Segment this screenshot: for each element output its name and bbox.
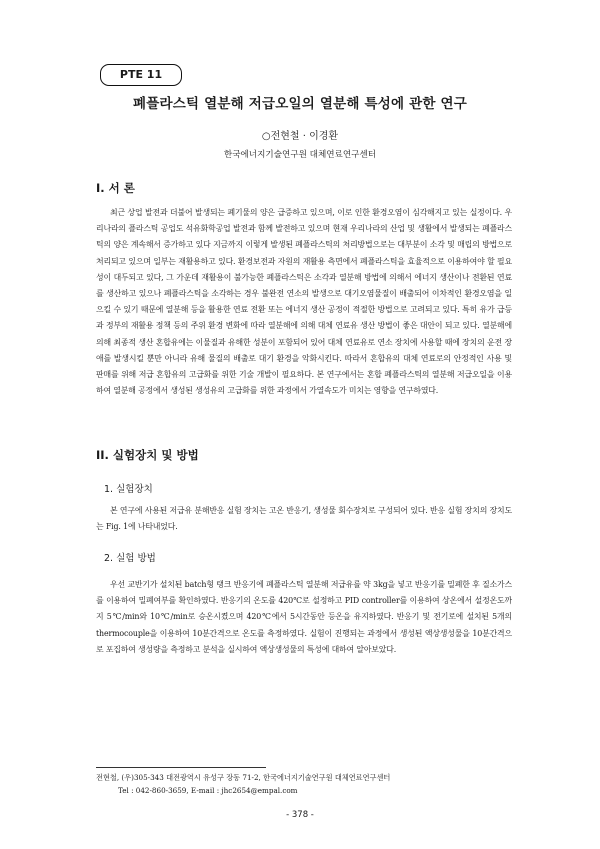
footnote-divider xyxy=(96,767,266,768)
paper-authors: ○전현철 · 이경환 xyxy=(261,131,339,142)
section-heading-introduction: I. 서 론 xyxy=(96,181,135,195)
procedure-paragraph: 우선 교반기가 설치된 batch형 탱크 반응기에 폐플라스틱 열분해 저급유를 약 3kg을 넣고 반응기를 밀폐한 후 질소가스를 이용하여 밀폐여부를 확인하였다. 반응기의 온도를 420℃로 설정하고 PID controller를 이용하여 상온에서 설정온도까지 5℃/min와 10℃/min로 승온시켰으며 420℃에서 5시간동안 등온을 유지하였다. 반응기 및 전기로에 설치된 5개의 thermocouple을 이용하여 10분간격으로 온도를 측정하였다. 실험이 진행되는 과정에서 생성된 액상생성물을 10분간격으로 포집하여 생성량을 측정하고 분석을 실시하여 액상생성물의 특성에 대하여 알아보았다. xyxy=(96,580,512,654)
footnote-address: 전현철, (우)305-343 대전광역시 유성구 장동 71-2, 한국에너지기술연구원 대체연료연구센터 xyxy=(96,773,391,782)
footnote-contact: Tel : 042-860-3659, E-mail : jhc2654@empal.com xyxy=(118,785,298,795)
paper-id-tag: PTE 11 xyxy=(100,64,182,86)
paper-affiliation: 한국에너지기술연구원 대체연료연구센터 xyxy=(223,150,377,160)
subsection-heading-apparatus: 1. 실험장치 xyxy=(104,484,153,495)
introduction-paragraph: 최근 상업 발전과 더불어 발생되는 폐기물의 양은 급증하고 있으며, 이로 인한 환경오염이 심각해지고 있는 실정이다. 우리나라의 플라스틱 공업도 석유화학공업 발전과 함께 발전하고 있으며 현재 우리나라의 산업 및 생활에서 발생되는 폐플라스틱의 양은 계속해서 증가하고 있다 지금까지 이렇게 발생된 폐플라스틱의 처리방법으로는 대부분이 소각 및 매립의 방법으로 처리되고 있으며 일부는 재활용하고 있다. 환경보전과 자원의 재활용 측면에서 폐플라스틱을 효율적으로 이용하여야 할 필요성이 대두되고 있다, 그 가운데 재활용이 불가능한 폐플라스틱은 소각과 열분해 방법에 의해서 에너지 생산이나 전환된 연료를 생산하고 있으나 폐플라스틱을 소각하는 경우 불완전 연소의 발생으로 대기오염물질이 배출되어 이차적인 환경오염을 일으킬 수 있기 때문에 열분해 등을 활용한 연료 전환 또는 에너지 생산 공정이 적절한 방법으로 고려되고 있다. 특히 유가 급등과 정부의 재활용 정책 등의 주위 환경 변화에 따라 열분해에 의해 대체 연료유 생산 방법이 좋은 대안이 되고 있다. 열분해에 의해 최종적 생산 혼합유에는 이물질과 유해한 성분이 포함되어 있어 대체 연료유로 연소 장치에 사용할 때에 장치의 운전 장애를 발생시킬 뿐만 아니라 유해 물질의 배출로 대기 환경을 악화시킨다. 따라서 혼합유의 대체 연료로의 안정적인 사용 및 판매를 위해 저급 혼합유의 고급화를 위한 기술 개발이 필요하다. 본 연구에서는 혼합 폐플라스틱의 열분해 저급오일을 이용하여 열분해 공정에서 생성된 생성유의 고급화를 위한 과정에서 가열속도가 미치는 영향을 연구하였다. xyxy=(96,208,512,396)
paper-title: 폐플라스틱 열분해 저급오일의 열분해 특성에 관한 연구 xyxy=(133,96,467,112)
section-heading-methods: II. 실험장치 및 방법 xyxy=(96,448,199,462)
apparatus-paragraph: 본 연구에 사용된 저급유 분해반응 실험 장치는 고온 반응기, 생성물 회수장치로 구성되어 있다. 반응 실험 장치의 장치도는 Fig. 1에 나타내었다. xyxy=(96,506,512,532)
page-number: - 378 - xyxy=(286,810,314,820)
subsection-heading-procedure: 2. 실험 방법 xyxy=(104,553,156,564)
footnote xyxy=(96,772,516,797)
